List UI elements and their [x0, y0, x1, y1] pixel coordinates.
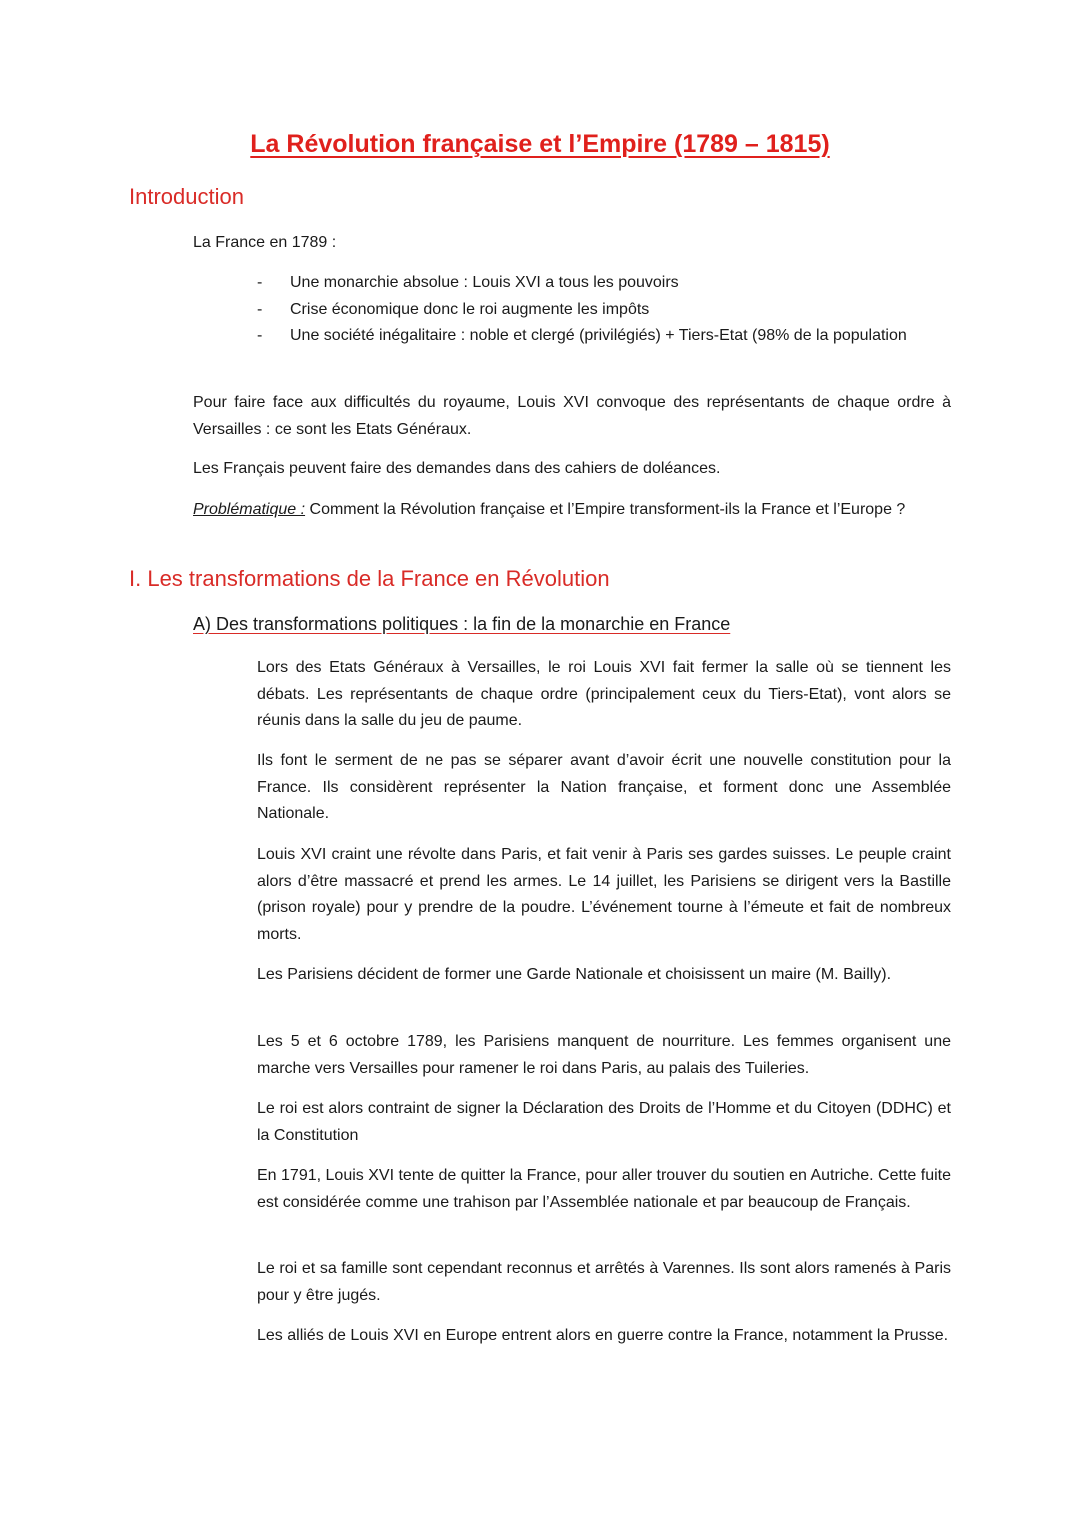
intro-paragraph: Les Français peuvent faire des demandes dans des cahiers de doléances.	[193, 460, 721, 477]
heading-subsection-a: A) Des transformations politiques : la fin de la monarchie en France	[193, 614, 731, 634]
section-paragraph: Le roi et sa famille sont cependant reconnus et arrêtés à Varennes. Ils sont alors ramenés à Paris pour y être jugés.	[257, 1260, 951, 1304]
section-paragraph: Les alliés de Louis XVI en Europe entrent alors en guerre contre la France, notamment la Prusse.	[257, 1327, 949, 1344]
bullet-text: Crise économique donc le roi augmente les impôts	[290, 300, 650, 318]
problematique-text: Comment la Révolution française et l’Empire transforment-ils la France et l’Europe ?	[305, 501, 906, 518]
bullet-text: Une société inégalitaire : noble et clergé (privilégiés) + Tiers-Etat (98% de la population	[290, 327, 907, 344]
heading-introduction: Introduction	[129, 184, 244, 209]
document-title: La Révolution française et l’Empire (1789 – 1815)	[250, 130, 830, 158]
section-paragraph: Lors des Etats Généraux à Versailles, le roi Louis XVI fait fermer la salle où se tiennent les débats. Les représentants de chaque ordre (principalement ceux du Tiers-Etat), vont alors se réunis dans la salle du jeu de paume.	[257, 659, 951, 729]
section-paragraph: Les 5 et 6 octobre 1789, les Parisiens manquent de nourriture. Les femmes organisent une marche vers Versailles pour ramener le roi dans Paris, au palais des Tuileries.	[257, 1033, 951, 1077]
intro-bullet-list	[257, 270, 951, 350]
list-item	[257, 270, 951, 297]
bullet-dash: -	[257, 327, 263, 344]
section-paragraph: Louis XVI craint une révolte dans Paris, et fait venir à Paris ses gardes suisses. Le peuple craint alors d’être massacré et prend les armes. Le 14 juillet, les Parisiens se dirigent vers la Bastille (prison royale) pour y prendre de la poudre. L’événement tourne à l’émeute et fait de nombreux morts.	[257, 846, 951, 943]
section-paragraph: Le roi est alors contraint de signer la Déclaration des Droits de l’Homme et du Citoyen (DDHC) et la Constitution	[257, 1100, 951, 1144]
section-paragraph: Les Parisiens décident de former une Garde Nationale et choisissent un maire (M. Bailly).	[257, 966, 892, 983]
problematique	[193, 497, 951, 524]
bullet-text: Une monarchie absolue : Louis XVI a tous les pouvoirs	[290, 274, 679, 291]
heading-section-1: I. Les transformations de la France en Révolution	[129, 566, 610, 591]
list-item	[257, 323, 951, 350]
problematique-label: Problématique :	[193, 501, 306, 518]
intro-paragraph: Pour faire face aux difficultés du royaume, Louis XVI convoque des représentants de chaque ordre à Versailles : ce sont les Etats Généraux.	[193, 394, 951, 438]
section-paragraph: En 1791, Louis XVI tente de quitter la France, pour aller trouver du soutien en Autriche. Cette fuite est considérée comme une trahison par l’Assemblée nationale et par beaucoup de Français.	[257, 1167, 951, 1211]
bullet-dash: -	[257, 274, 263, 291]
intro-lead: La France en 1789 :	[193, 234, 337, 251]
section-paragraph: Ils font le serment de ne pas se séparer avant d’avoir écrit une nouvelle constitution pour la France. Ils considèrent représenter la Nation française, et forment donc une Assemblée Nationale.	[257, 752, 951, 822]
bullet-dash: -	[257, 300, 263, 318]
list-item	[257, 297, 951, 324]
